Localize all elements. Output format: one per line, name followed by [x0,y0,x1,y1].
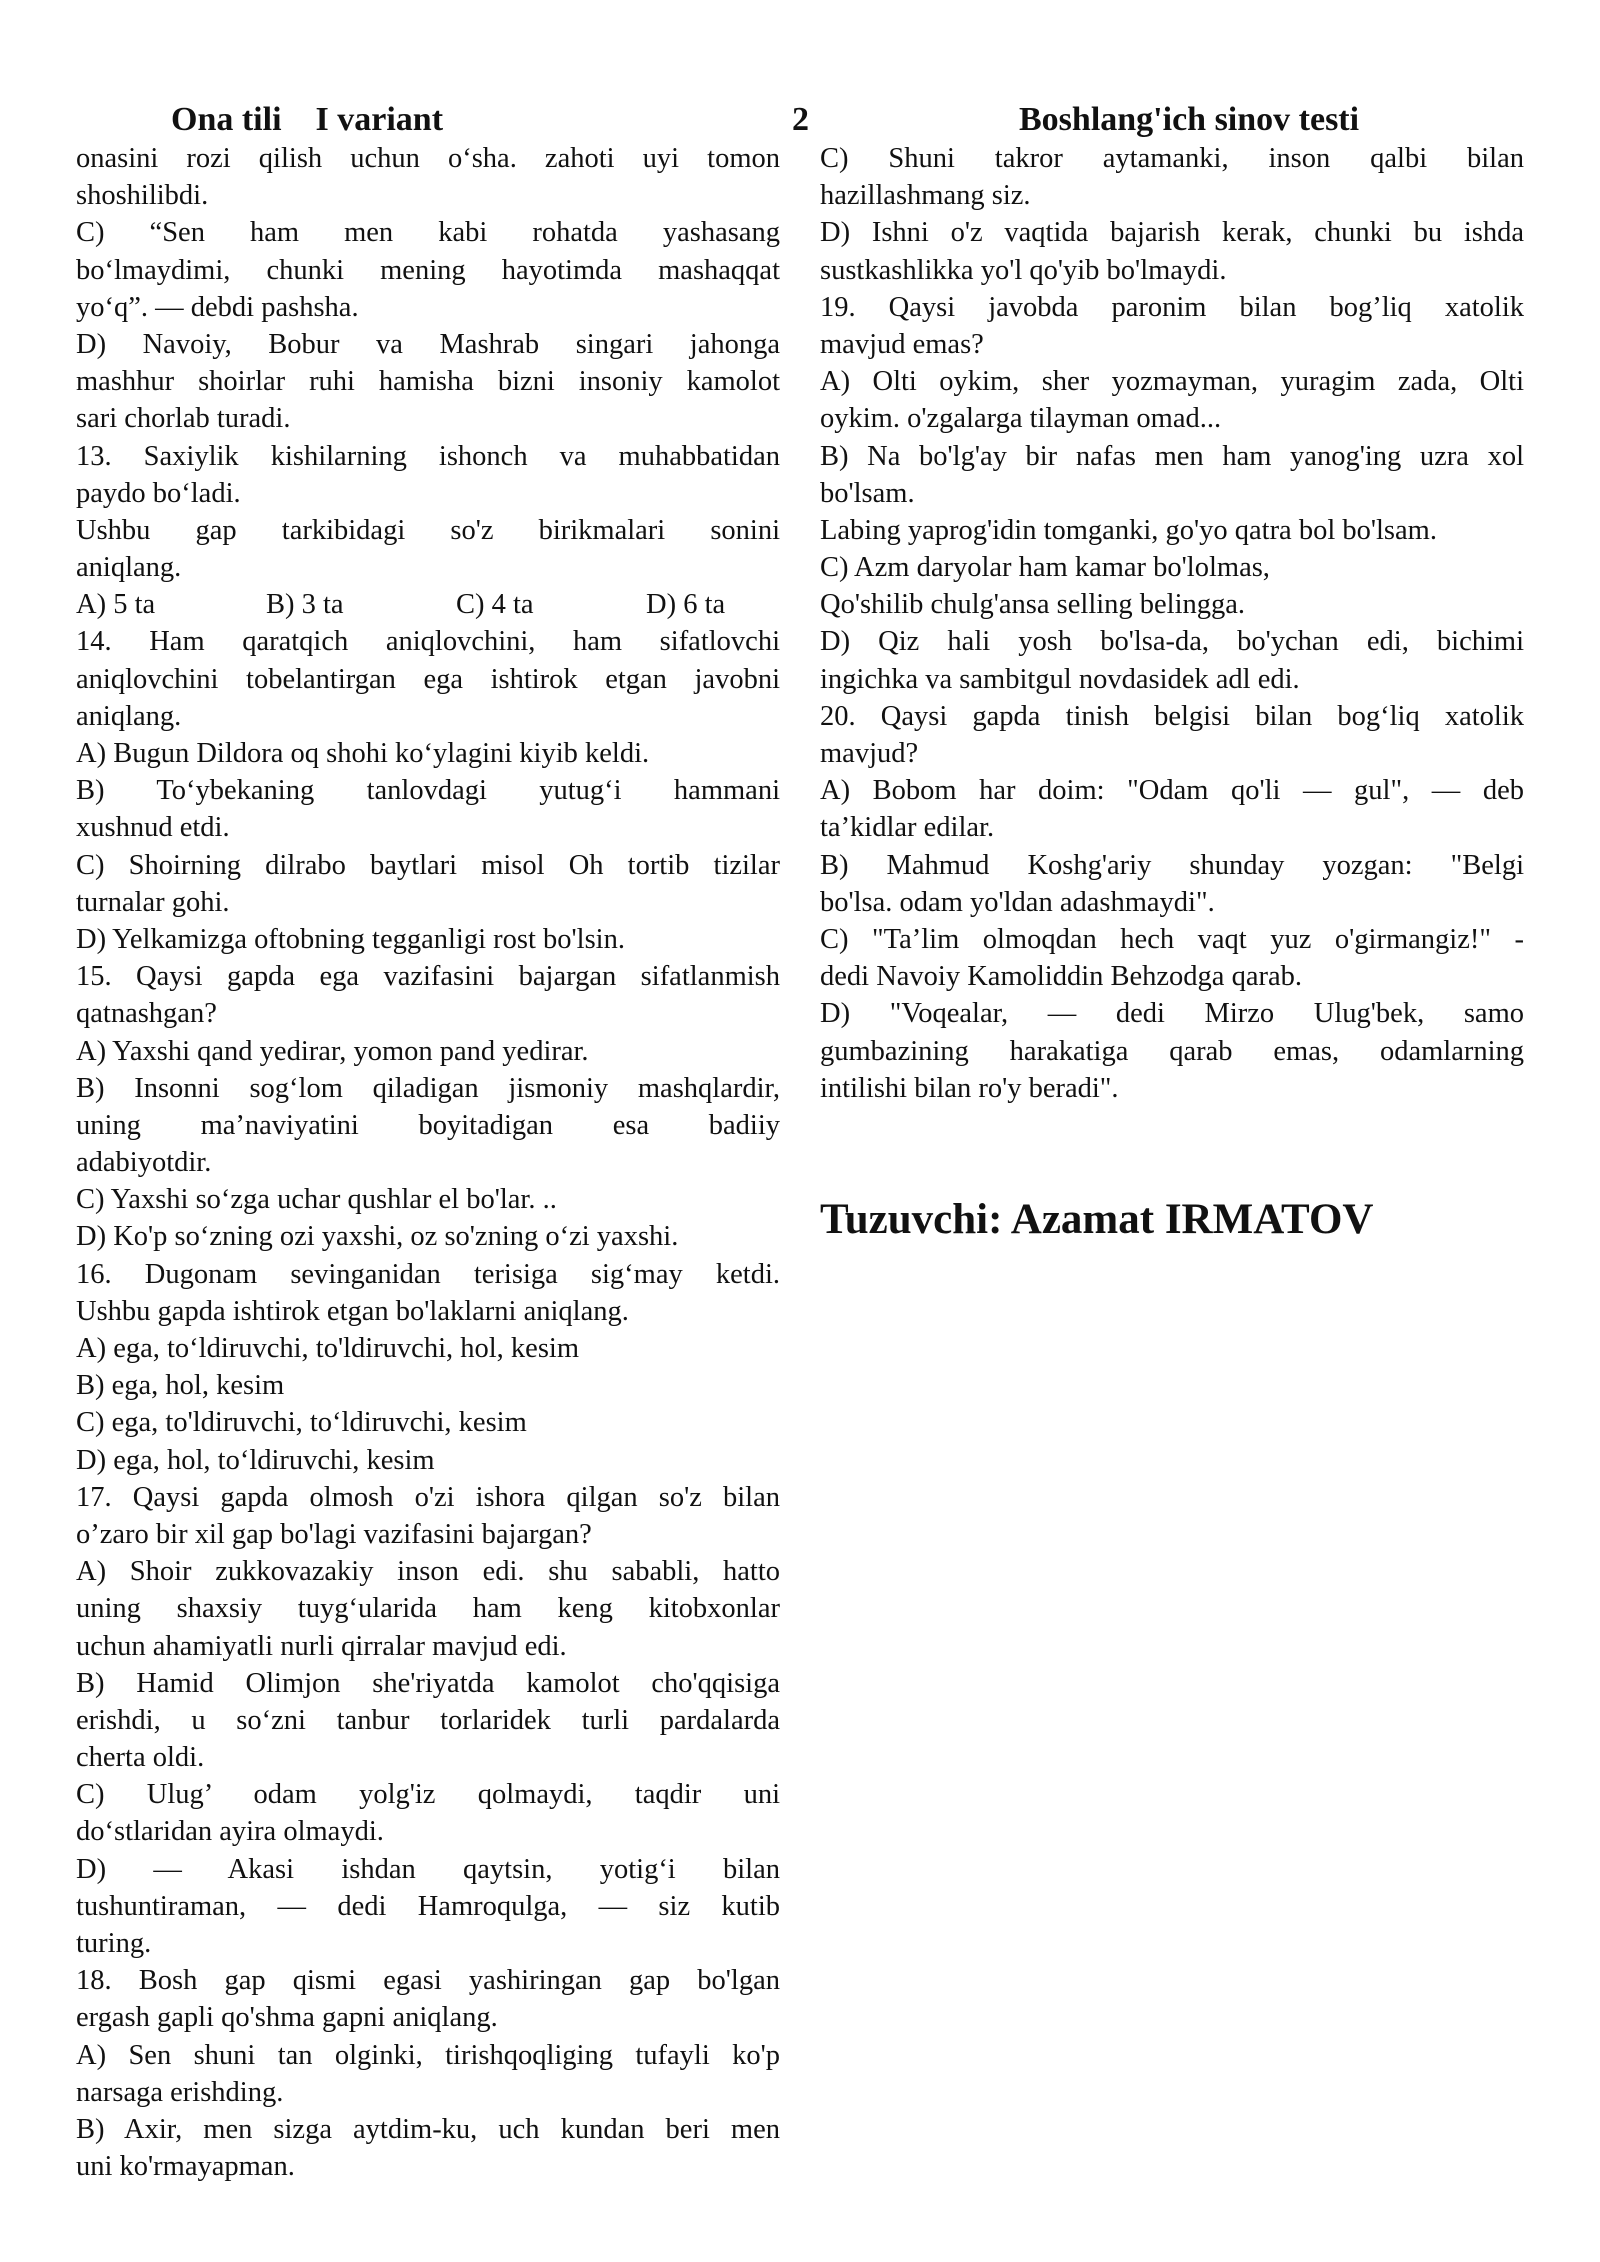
text-line: A) Bugun Dildora oq shohi ko‘ylagini kiyib keldi. [76,738,650,769]
text-line: dedi Navoiy Kamoliddin Behzodga qarab. [820,961,1302,993]
text-line: B) Na bo'lg'ay bir nafas men ham yanog'ing uzra xol [820,440,1524,472]
text-line: Ushbu gap tarkibidagi so'z birikmalari sonini [76,514,780,546]
text-line: B) Hamid Olimjon she'riyatda kamolot cho'qqisiga [76,1667,780,1699]
text-line: 13. Saxiylik kishilarning ishonch va muhabbatidan [76,440,780,472]
right-column [820,140,1524,1245]
text-line: Ushbu gapda ishtirok etgan bo'laklarni aniqlang. [76,1295,629,1327]
text-line: C) Shoirning dilrabo baytlari misol Oh tortib tizilar [76,849,780,881]
text-line: uni ko'rmayapman. [76,2151,295,2183]
text-line: qatnashgan? [76,998,217,1030]
text-line: C) Ulug’ odam yolg'iz qolmaydi, taqdir uni [76,1779,780,1811]
text-line: A) Bobom har doim: "Odam qo'li — gul", — deb [820,775,1524,807]
text-line: paydo bo‘ladi. [76,477,241,509]
text-line: bo‘lmaydimi, chunki mening hayotimda mashaqqat [76,254,780,286]
right-column-lines [820,140,1524,1107]
text-line: 17. Qaysi gapda olmosh o'zi ishora qilgan so'z bilan [76,1481,780,1513]
answer-options-row [76,586,780,623]
text-line: bo'lsam. [820,477,915,509]
text-line: sustkashlikka yo'l qo'yib bo'lmaydi. [820,254,1227,286]
text-line: ingichka va sambitgul novdasidek adl edi. [820,663,1300,695]
text-line: D) — Akasi ishdan qaytsin, yotig‘i bilan [76,1853,780,1885]
text-line: C) "Ta’lim olmoqdan hech vaqt yuz o'girmangiz!" - [820,923,1524,955]
answer-option: C) 4 ta [456,589,534,621]
text-line: C) ega, to'ldiruvchi, to‘ldiruvchi, kesim [76,1407,527,1439]
text-line: C) “Sen ham men kabi rohatda yashasang [76,217,780,249]
text-line: D) Qiz hali yosh bo'lsa-da, bo'ychan edi, bichimi [820,626,1524,658]
text-line: B) Axir, men sizga aytdim-ku, uch kundan beri men [76,2113,780,2145]
text-line: C) Shuni takror aytamanki, inson qalbi bilan [820,143,1524,174]
text-line: 20. Qaysi gapda tinish belgisi bilan bog‘liq xatolik [820,700,1524,732]
text-line: Qo'shilib chulg'ansa selling belingga. [820,589,1246,621]
text-line: 14. Ham qaratqich aniqlovchini, ham sifatlovchi [76,626,780,658]
text-line: adabiyotdir. [76,1147,212,1179]
header-test-title: Boshlang'ich sinov testi [1019,101,1360,138]
text-line: bo'lsa. odam yo'ldan adashmaydi". [820,886,1215,918]
text-line: D) ega, hol, to‘ldiruvchi, kesim [76,1444,435,1476]
text-line: do‘stlaridan ayira olmaydi. [76,1816,384,1848]
text-line: C) Azm daryolar ham kamar bo'lolmas, [820,552,1270,584]
text-line: onasini rozi qilish uchun o‘sha. zahoti uyi tomon [76,143,780,174]
text-line: narsaga erishding. [76,2076,284,2108]
text-line: B) ega, hol, kesim [76,1370,285,1402]
text-line: D) "Voqealar, — dedi Mirzo Ulug'bek, samo [820,998,1524,1030]
text-line: hazillashmang siz. [820,180,1031,212]
left-column [76,140,780,2185]
text-line: D) Yelkamizga oftobning tegganligi rost bo'lsin. [76,923,625,955]
text-line: A) Yaxshi qand yedirar, yomon pand yedirar. [76,1035,589,1067]
text-line: B) Mahmud Koshg'ariy shunday yozgan: "Belgi [820,849,1524,881]
answer-option: B) 3 ta [266,589,344,621]
text-line: 15. Qaysi gapda ega vazifasini bajargan sifatlanmish [76,961,780,993]
text-line: 18. Bosh gap qismi egasi yashiringan gap bo'lgan [76,1965,780,1997]
text-line: D) Ko'p so‘zning ozi yaxshi, oz so'zning o‘zi yaxshi. [76,1221,679,1253]
text-line: xushnud etdi. [76,812,230,844]
header-subject-variant: Ona tili I variant [171,101,444,138]
text-line: D) Ishni o'z vaqtida bajarish kerak, chunki bu ishda [820,217,1524,249]
text-line: cherta oldi. [76,1742,205,1774]
text-line: 16. Dugonam sevinganidan terisiga sig‘may ketdi. [76,1258,780,1290]
text-line: aniqlovchini tobelantirgan ega ishtirok etgan javobni [76,663,780,695]
text-line: A) Olti oykim, sher yozmayman, yuragim zada, Olti [820,366,1524,398]
text-line: mashhur shoirlar ruhi hamisha bizni insoniy kamolot [76,366,780,398]
text-line: yo‘q”. — debdi pashsha. [76,291,359,323]
text-line: turing. [76,1928,152,1959]
text-line: Labing yaprog'idin tomganki, go'yo qatra bol bo'lsam. [820,514,1437,546]
text-line: ta’kidlar edilar. [820,812,995,844]
text-line: uchun ahamiyatli nurli qirralar mavjud edi. [76,1630,567,1662]
answer-option: A) 5 ta [76,589,156,621]
author-spacer [820,1107,1524,1195]
author-credit: Tuzuvchi: Azamat IRMATOV [820,1195,1374,1243]
answer-option: D) 6 ta [646,589,726,621]
page-number: 2 [792,101,809,138]
text-line: mavjud? [820,738,919,769]
text-line: ergash gapli qo'shma gapni aniqlang. [76,2002,498,2034]
text-line: uning ma’naviyatini boyitadigan esa badiiy [76,1109,780,1141]
text-line: B) To‘ybekaning tanlovdagi yutug‘i hammani [76,775,780,807]
text-line: D) Navoiy, Bobur va Mashrab singari jahonga [76,328,780,360]
text-line: o’zaro bir xil gap bo'lagi vazifasini bajargan? [76,1518,592,1550]
text-line: B) Insonni sog‘lom qiladigan jismoniy mashqlardir, [76,1072,780,1104]
text-line: tushuntiraman, — dedi Hamroqulga, — siz kutib [76,1890,780,1922]
text-line: gumbazining harakatiga qarab emas, odamlarning [820,1035,1524,1067]
text-line: sari chorlab turadi. [76,403,291,435]
text-line: A) Sen shuni tan olginki, tirishqoqliging tufayli ko'p [76,2039,780,2071]
text-line: A) Shoir zukkovazakiy inson edi. shu sababli, hatto [76,1556,780,1588]
text-line: turnalar gohi. [76,886,230,918]
text-line: uning shaxsiy tuyg‘ularida ham keng kitobxonlar [76,1593,780,1625]
text-line: 19. Qaysi javobda paronim bilan bog’liq xatolik [820,291,1524,323]
text-line: aniqlang. [76,700,182,732]
text-line: shoshilibdi. [76,180,209,212]
text-line: oykim. o'zgalarga tilayman omad... [820,403,1222,435]
text-line: C) Yaxshi so‘zga uchar qushlar el bo'lar. .. [76,1184,557,1216]
page-header [76,98,1524,142]
text-line: aniqlang. [76,552,182,584]
text-line: erishdi, u so‘zni tanbur torlaridek turli pardalarda [76,1704,780,1736]
text-line: intilishi bilan ro'y beradi". [820,1072,1119,1104]
text-line: A) ega, to‘ldiruvchi, to'ldiruvchi, hol, kesim [76,1333,579,1364]
text-line: mavjud emas? [820,328,984,360]
